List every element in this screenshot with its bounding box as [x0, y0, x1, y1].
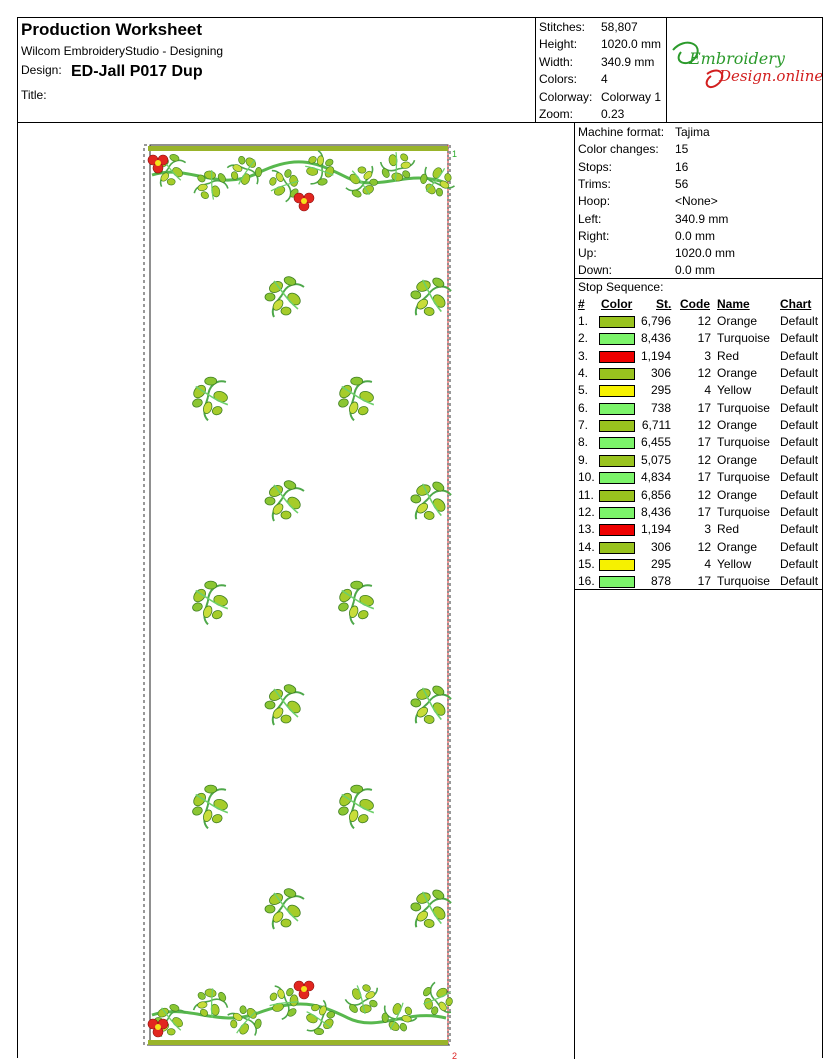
machine-info-label: Trims:: [578, 176, 611, 191]
bottom-border-band: [148, 1040, 448, 1045]
machine-info-value: 56: [675, 176, 689, 191]
top-border-band: [148, 146, 448, 151]
stitch-count: 4,834: [640, 470, 671, 485]
machine-info-value: 15: [675, 142, 689, 157]
stat-label: Height:: [539, 37, 578, 52]
leaf-motif: [298, 147, 342, 192]
table-row: [575, 401, 822, 418]
stat-row: [539, 37, 661, 54]
stop-sequence-title: Stop Sequence:: [578, 280, 664, 294]
stat-label: Colors:: [539, 72, 578, 87]
stat-value: 1020.0 mm: [601, 37, 662, 52]
embroidery-preview-canvas: [18, 123, 574, 1059]
machine-info-value: Tajima: [675, 125, 710, 139]
machine-info-row: [578, 177, 688, 194]
machine-info-label: Stops:: [578, 159, 613, 174]
table-row: [575, 314, 822, 331]
color-swatch: [599, 559, 635, 571]
thread-code: 12: [697, 366, 711, 381]
stitch-count: 6,711: [641, 418, 671, 433]
repeat-motifs: [185, 273, 453, 933]
stop-number: 2.: [578, 331, 589, 346]
thread-code: 17: [697, 574, 711, 589]
chart-name: Default: [780, 539, 819, 554]
stop-number: 16.: [578, 574, 595, 589]
thread-name: Turquoise: [717, 504, 770, 519]
stat-row: [539, 90, 661, 107]
machine-info-label: Down:: [578, 263, 613, 278]
machine-info-value: 1020.0 mm: [675, 246, 736, 261]
thread-name: Turquoise: [717, 574, 770, 589]
stat-value: 340.9 mm: [601, 54, 655, 69]
leaf-motif: [331, 779, 382, 832]
stat-value: 0.23: [601, 107, 625, 121]
table-row: [575, 488, 822, 505]
chart-name: Default: [780, 522, 819, 537]
chart-name: Default: [780, 314, 819, 328]
stitch-count: 6,455: [640, 435, 671, 450]
color-swatch: [599, 542, 635, 554]
thread-name: Red: [717, 522, 740, 537]
stitch-count: 5,075: [640, 452, 671, 467]
stitch-count: 6,856: [640, 487, 671, 502]
machine-info-row: [578, 194, 718, 211]
chart-name: Default: [780, 487, 819, 502]
chart-name: Default: [780, 418, 819, 433]
stop-number: 8.: [578, 435, 589, 450]
col-code: Code: [680, 297, 710, 311]
thread-code: 17: [697, 504, 711, 519]
end-marker: 2: [452, 1051, 458, 1059]
machine-info-row: [578, 125, 710, 142]
stitch-count: 8,436: [640, 331, 671, 346]
color-swatch: [599, 455, 635, 467]
design-preview: [18, 123, 574, 1059]
logo-line-2: Design.online: [719, 67, 822, 85]
machine-info-value: 340.9 mm: [675, 211, 729, 226]
machine-info-value: <None>: [675, 194, 718, 209]
stop-number: 4.: [578, 366, 589, 381]
table-row: [575, 331, 822, 348]
production-worksheet: [17, 17, 823, 1058]
thread-name: Orange: [717, 418, 758, 433]
color-swatch: [599, 576, 635, 588]
thread-code: 17: [697, 331, 711, 346]
thread-code: 17: [697, 470, 711, 485]
stop-number: 7.: [578, 418, 589, 433]
header-info: [18, 18, 536, 123]
machine-info-value: 16: [675, 159, 689, 174]
design-label: Design:: [21, 63, 62, 77]
machine-info-row: [578, 229, 715, 246]
leaf-motif: [407, 681, 453, 729]
thread-name: Yellow: [717, 556, 752, 571]
thread-name: Orange: [717, 487, 758, 502]
table-row: [575, 470, 822, 487]
table-row: [575, 349, 822, 366]
software-name: Wilcom EmbroideryStudio - Designing: [21, 44, 224, 58]
color-swatch: [599, 507, 635, 519]
color-swatch: [599, 316, 635, 328]
thread-code: 12: [697, 487, 711, 502]
stop-number: 15.: [578, 556, 595, 571]
stitch-count: 878: [650, 574, 671, 589]
col-color: Color: [601, 297, 633, 311]
thread-name: Red: [717, 348, 740, 363]
machine-info-row: [578, 246, 735, 263]
thread-name: Turquoise: [717, 435, 770, 450]
table-row: [575, 435, 822, 452]
leaf-motif: [341, 978, 383, 1022]
stat-value: 58,807: [601, 20, 638, 34]
table-row: [575, 453, 822, 470]
design-name: ED-Jall P017 Dup: [71, 63, 203, 80]
machine-info-label: Hoop:: [578, 194, 611, 209]
color-swatch: [599, 351, 635, 363]
color-swatch: [599, 472, 635, 484]
table-row: [575, 522, 822, 539]
thread-name: Turquoise: [717, 470, 770, 485]
thread-code: 17: [697, 435, 711, 450]
machine-info-label: Machine format:: [578, 125, 665, 139]
stat-value: 4: [601, 72, 608, 87]
chart-name: Default: [780, 435, 819, 450]
leaf-motif: [189, 162, 234, 207]
thread-name: Orange: [717, 366, 758, 381]
leaf-motif: [417, 980, 458, 1020]
col-name: Name: [717, 297, 750, 311]
leaf-motif: [407, 477, 453, 525]
thread-code: 3: [704, 522, 711, 537]
stop-number: 6.: [578, 400, 589, 415]
leaf-motif: [331, 575, 382, 628]
thread-name: Turquoise: [717, 331, 770, 346]
chart-name: Default: [780, 331, 819, 346]
table-row: [575, 505, 822, 522]
color-swatch: [599, 403, 635, 415]
table-row: [575, 557, 822, 574]
thread-code: 12: [697, 539, 711, 554]
thread-name: Turquoise: [717, 400, 770, 415]
machine-info-row: [578, 212, 728, 229]
table-row: [575, 366, 822, 383]
machine-info-row: [578, 142, 688, 159]
leaf-motif: [265, 479, 304, 521]
leaf-motif: [185, 371, 236, 424]
machine-info-value: 0.0 mm: [675, 228, 716, 243]
leaf-motif: [265, 887, 304, 929]
stitch-count: 295: [650, 556, 671, 571]
stop-number: 14.: [578, 539, 595, 554]
color-swatch: [599, 368, 635, 380]
thread-code: 12: [697, 314, 711, 328]
title-label: Title:: [21, 88, 47, 102]
thread-code: 3: [704, 348, 711, 363]
stop-number: 12.: [578, 504, 595, 519]
thread-name: Yellow: [717, 383, 752, 398]
brand-logo: [667, 18, 822, 123]
stitch-count: 306: [650, 366, 671, 381]
leaf-motif: [265, 275, 304, 317]
stat-label: Stitches:: [539, 20, 586, 34]
leaf-motif: [185, 779, 236, 832]
leaf-motif: [227, 1003, 264, 1039]
color-swatch: [599, 420, 635, 432]
stop-number: 5.: [578, 383, 589, 398]
thread-name: Orange: [717, 314, 758, 328]
thread-name: Orange: [717, 539, 758, 554]
stitch-count: 295: [650, 383, 671, 398]
flower-motif: [148, 155, 168, 173]
stitch-count: 738: [650, 400, 671, 415]
stat-row: [539, 55, 654, 72]
leaf-motif: [265, 683, 304, 725]
machine-info-label: Color changes:: [578, 142, 659, 157]
stop-number: 10.: [578, 470, 595, 485]
leaf-motif: [407, 273, 453, 321]
stop-number: 3.: [578, 348, 589, 363]
machine-info-row: [578, 160, 688, 177]
chart-name: Default: [780, 470, 819, 485]
stitch-count: 8,436: [640, 504, 671, 519]
stitch-count: 1,194: [640, 348, 671, 363]
col-stitches: St.: [656, 297, 672, 311]
stitch-count: 1,194: [640, 522, 671, 537]
chart-name: Default: [780, 452, 819, 467]
chart-name: Default: [780, 366, 819, 381]
stitch-count: 306: [650, 539, 671, 554]
info-divider: [575, 278, 822, 279]
col-number: #: [578, 297, 585, 311]
stat-label: Colorway:: [539, 89, 593, 104]
worksheet-title: Production Worksheet: [21, 20, 203, 39]
chart-name: Default: [780, 383, 819, 398]
chart-name: Default: [780, 556, 819, 571]
thread-code: 4: [704, 556, 711, 571]
col-chart: Chart: [780, 297, 812, 311]
stat-label: Width:: [539, 54, 574, 69]
stitch-count: 6,796: [640, 314, 671, 328]
table-row: [575, 383, 822, 400]
thread-code: 12: [697, 452, 711, 467]
thread-code: 12: [697, 418, 711, 433]
stop-number: 13.: [578, 522, 595, 537]
machine-info-label: Up:: [578, 246, 597, 261]
thread-code: 4: [704, 383, 711, 398]
color-swatch: [599, 333, 635, 345]
flower-motif: [294, 193, 314, 211]
design-stats: [536, 18, 667, 123]
thread-code: 17: [697, 400, 711, 415]
logo-line-1: Embroidery: [689, 49, 785, 68]
color-swatch: [599, 524, 635, 536]
leaf-motif: [185, 575, 236, 628]
chart-name: Default: [780, 348, 819, 363]
stat-value: Colorway 1: [601, 89, 662, 104]
table-row: [575, 418, 822, 435]
stop-number: 9.: [578, 452, 589, 467]
table-bottom-divider: [575, 589, 822, 590]
stop-number: 1.: [578, 314, 589, 328]
table-row: [575, 540, 822, 557]
start-marker: 1: [452, 149, 458, 159]
color-swatch: [599, 437, 635, 449]
machine-info-value: 0.0 mm: [675, 263, 716, 278]
stat-row: [539, 72, 608, 89]
machine-info-label: Right:: [578, 228, 610, 243]
chart-name: Default: [780, 574, 819, 589]
leaf-motif: [331, 371, 382, 424]
embroidery-design-logo-icon: [667, 18, 822, 123]
leaf-motif: [225, 152, 266, 191]
leaf-motif: [407, 885, 453, 933]
thread-name: Orange: [717, 452, 758, 467]
color-swatch: [599, 490, 635, 502]
stat-label: Zoom:: [539, 107, 574, 121]
machine-info-label: Left:: [578, 211, 602, 226]
chart-name: Default: [780, 504, 819, 519]
color-swatch: [599, 385, 635, 397]
stat-row: [539, 20, 638, 37]
chart-name: Default: [780, 400, 819, 415]
stop-number: 11.: [578, 487, 594, 502]
